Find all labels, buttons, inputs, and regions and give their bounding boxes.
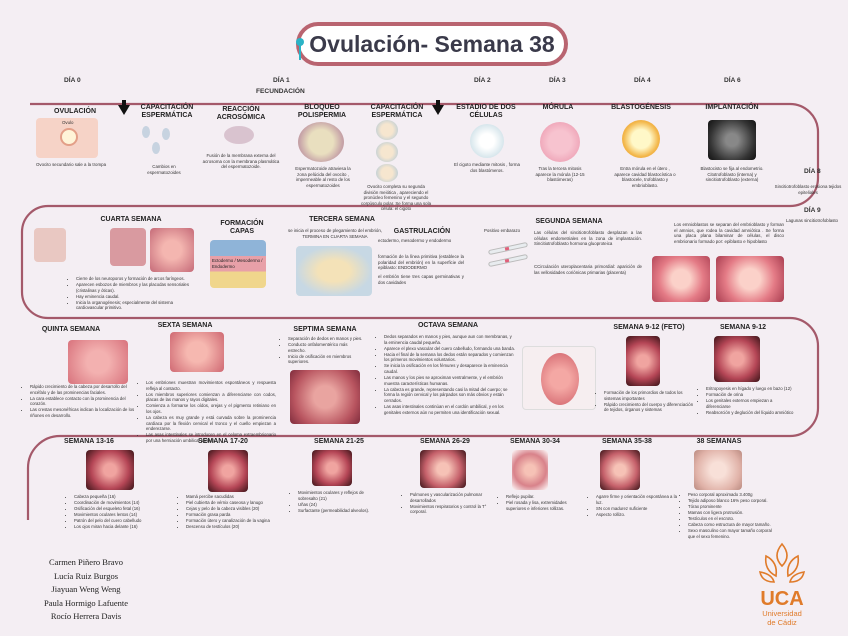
segunda-right-desc: Los emnioblastos se separan del embrioblasto y forman el amnios, que rodea la cavidad amniótica . Se forma una placa plana bilaminar de células, el disco embrionario formado por: epiblasto e hipoblasto — [674, 222, 784, 244]
author: Jiayuan Weng Weng — [51, 584, 121, 595]
septima-list: • Separación de dedos en manos y pies. • Conducto onfalomentérico más estrecho. • Inicio de osificación en miembros superiores. — [282, 336, 364, 365]
title-pin-line — [299, 44, 301, 60]
cuarta-image-3 — [150, 228, 194, 272]
day-label-3: DÍA 3 — [549, 77, 566, 84]
blasto-desc: Entra mórula en el útero , aparece cavidad blastocística o blastocele, trofoblasto y embrioblasto. — [614, 166, 676, 188]
acrosome-image — [220, 122, 260, 150]
arrow-down-icon — [118, 100, 130, 115]
morula-title: MÓRULA — [542, 104, 574, 111]
day-label-1: DÍA 1 — [273, 77, 290, 84]
gastrulacion-p3: el embrión tiene tres capas germinativas y dos cavidades — [378, 274, 464, 285]
ovulacion-desc: Ovocito secundario sale a la trompa — [35, 162, 107, 167]
author: Carmen Piñero Bravo — [48, 557, 124, 567]
s3034-title: SEMANA 30-34 — [510, 438, 560, 445]
cuarta-list: • Cierre de los neuroporos y formación de arcos faríngeos. • Aparecen esbozos de miembros y las placodas sensoriales (cristalinas y óticas). • Hay eminencia caudal. • Inicia la organogénesis; especialmente del sistema cardiovascular primitivo. — [70, 276, 200, 311]
author: Paula Hormigo Lafuente — [43, 597, 129, 608]
s912-list: • Eritropoyesis en hígado y luego en bazo (12) • Formación de orina • Los genitales externos empiezan a diferenciarse • Reabsorción y deglución del líquido amniótico — [700, 386, 794, 416]
uca-logo-icon — [752, 538, 812, 584]
s3538-list: • Agarre firme y orientación espontánea a la luz. • SN con madurez suficiente • Aspecto rollizo. — [590, 494, 680, 518]
gastrulacion-title: GASTRULACIÓN — [393, 228, 451, 235]
fecundacion-label: FECUNDACIÓN — [256, 88, 305, 95]
s3538-title: SEMANA 35-38 — [602, 438, 652, 445]
cuarta-image-2 — [110, 228, 146, 266]
segunda-image-1 — [652, 256, 710, 302]
feto-title: SEMANA 9-12 (FETO) — [613, 324, 685, 331]
implant-title: IMPLANTACIÓN — [705, 104, 759, 111]
day9-desc: Lagunas sincitiotrofoblasto — [786, 218, 838, 223]
s2629-title: SEMANA 26-29 — [420, 438, 470, 445]
sexta-image — [170, 332, 224, 372]
octava-title: OCTAVA SEMANA — [417, 322, 479, 329]
gastrulacion-p1: ectodermo, mesodermo y endodermo — [378, 238, 452, 243]
two-cell-image — [470, 124, 504, 158]
author: Rocío Herrera Davis — [50, 611, 122, 622]
implantation-image — [708, 120, 756, 160]
day-label-0: DÍA 0 — [64, 77, 81, 84]
octava-image — [522, 346, 596, 410]
sexta-list: • Los embriones muestran movimientos espontáneos y respuesta refleja al contacto. • Los miembros superiores comienzan a diferenciarse con codos, placas de las manos y rayos digitales. • Comienza a formarse los oídos, orejas y el pigmento retiniano en los ojos. • La cabeza es muy grande y está curvada sobre la prominencia cardiaca por la flexión cervical el tronco y el cuello empiezan a enderezarse. • Las asas intestinales se introducen en el celoma extraembrionario por una herniación umbilical normal. — [140, 380, 276, 444]
segunda-image-2 — [716, 256, 784, 302]
s1720-image — [208, 450, 248, 492]
uca-logo: UCA Universidad de Cádiz — [752, 538, 812, 634]
gastrulacion-p2: formación de la línea primitiva (establece la polaridad del embrión) en la superficie del epiblasto: ENDODERMO — [378, 254, 464, 270]
capacitacion2-title: CAPACITACIÓN ESPERMÁTICA — [370, 104, 424, 119]
quinta-title: QUINTA SEMANA — [41, 326, 101, 333]
s1316-image — [86, 450, 134, 490]
septima-image — [290, 370, 360, 424]
day-label-6: DÍA 6 — [724, 77, 741, 84]
title-pin-icon — [296, 38, 304, 46]
quinta-image — [68, 340, 128, 384]
polyspermy-image — [298, 122, 344, 162]
morula-image — [540, 122, 580, 162]
s2125-title: SEMANA 21-25 — [314, 438, 364, 445]
blastocyst-image — [622, 120, 660, 158]
s912-image — [714, 336, 760, 382]
cuarta-title: CUARTA SEMANA — [100, 216, 162, 223]
positivo-label: Positivo embarazo — [484, 228, 521, 233]
sperm-image — [140, 122, 180, 160]
quinta-list: • Rápido crecimiento de la cabeza por desarrollo del encéfalo y de las prominencias faciales. • La cara establece contacto con la prominencia del corazón. • Las crestas mesonéfricas indican la localización de los riñones en desarrollo. — [24, 384, 136, 419]
day-label-8: DÍA 8 — [804, 168, 821, 175]
reaccion-title: REACCIÓN ACROSÓMICA — [216, 106, 266, 121]
tercera-desc: se inicia el proceso de plegamiento del embrión, TERMINA EN CUARTA SEMANA — [288, 228, 382, 239]
capas-title: FORMACIÓN CAPAS — [220, 220, 264, 235]
octava-list: • Dedos separados en manos y pies, aunque aun con membranas, y la eminencia caudal pequeña. • Aparece el plexo vascular del cuero cabelludo, formando una banda. • Hacia el final de la semana los dedos están separados y comienzan los primeros movimientos voluntarios. • Se inicia la osificación en los fémures y desaparece la eminencia caudal. • Las manos y los pies se aproximan ventralmente, y el embrión muestra características humanas. • La cabeza es grande, representando casi la mitad del cuerpo; se forma la región cervical y los párpados son más obvios y están cerrados. • Las asas intestinales continúan en el cordón umbilical, y en los genitales externos aún no permiten una identificación sexual. — [378, 334, 516, 416]
reaccion-desc: Fusión de la membrana externa del acrosoma con la membrana plasmática del espermatozoide. — [202, 153, 280, 169]
s912-title: SEMANA 9-12 — [719, 324, 767, 331]
s2125-list: • Movimientos oculares y reflejos de sobresalto (21) • Uñas (24) • Surfactante (permeabilidad alveolos). — [292, 490, 384, 514]
zygote-images — [372, 120, 406, 182]
arrow-down-icon — [432, 100, 444, 115]
s3538-image — [600, 450, 640, 490]
s2629-image — [420, 450, 466, 488]
s1720-title: SEMANA 17-20 — [198, 438, 248, 445]
blasto-title: BLASTOGÉNESIS — [611, 104, 671, 111]
capacitacion-title: CAPACITACIÓN ESPERMÁTICA — [140, 104, 194, 119]
estadio-desc: El cigoto mediante mitosis , forma dos blastómeros. — [454, 162, 520, 173]
authors-list — [26, 556, 146, 624]
segunda-p2: CCirculación uteroplacentaria primordial: aparición de las vellosidades coriónicas primarias (placenta) — [534, 264, 642, 275]
capacitacion-desc: Cambios en espermatozoides — [147, 164, 181, 175]
page-title: Ovulación- Semana 38 — [296, 22, 568, 66]
feto-image — [626, 336, 660, 386]
day-label-2: DÍA 2 — [474, 77, 491, 84]
implant-desc: Blastocisto se fija al endometrio. Citotrofoblasto (interna) y sincitiotrofoblasto (externa) — [700, 166, 764, 182]
cuarta-image-1 — [34, 228, 66, 262]
s38-list: • Peso corporal aproximado 3.400g • Tejido adiposo blanco 16% peso corporal. • Tórax prominente • Mamas con ligera protrusión. • Testículos en el escroto. • Cabeza como estructura de mayor tamaño. • Sexo masculino con mayor tamaño corporal que el sexo femenino. — [682, 492, 778, 540]
day-label-9: DÍA 9 — [804, 207, 821, 214]
tercera-image — [296, 246, 372, 296]
estadio-title: ESTADIO DE DOS CÉLULAS — [456, 104, 516, 119]
segunda-title: SEGUNDA SEMANA — [535, 218, 603, 225]
s3034-list: • Reflejo pupilar. • Piel rosada y lisa, extremidades superiores e inferiores rollizas. — [500, 494, 582, 512]
capacitacion2-desc: Ovocito completa su segunda división meiótica , apareciendo el pronúcleo femenino y el segundo corpúsculo polar. Se forma una sola célula: el cigoto — [360, 184, 432, 211]
bloqueo-desc: Espermatozoide atraviesa la zona pelúcida del ovocito , impermeable al resto de los espermatozoides — [295, 166, 351, 188]
s3034-image — [512, 450, 548, 490]
sexta-title: SEXTA SEMANA — [157, 322, 213, 329]
pregnancy-test-image — [486, 242, 532, 272]
tercera-title: TERCERA SEMANA — [309, 216, 375, 223]
day8-desc: Sincitiotrofoblasto erosiona tejidos epiteliales — [774, 184, 842, 195]
s38-image — [694, 450, 742, 490]
segunda-p1: Las células del sincitiotrofoblasto desplazan a las células endometriales en la zona de implantación. Sincitiotrofoblasto hormona gluoproteica — [534, 230, 642, 246]
s1720-list: • Mamá percibe sacudidas • Piel cubierta de vérnix caseosa y lanugo • Cejas y pelo de la cabeza visibles (20) • Formación grasa parda • Formación útero y canalización de la vagina • Descenso de testículos (20) — [180, 494, 290, 530]
day-label-4: DÍA 4 — [634, 77, 651, 84]
layers-image: Ectodermo / Mesodermo / Endodermo — [210, 240, 266, 288]
s38-title: 38 SEMANAS — [696, 438, 742, 445]
septima-title: SEPTIMA SEMANA — [293, 326, 357, 333]
s2629-list: • Pulmones y vascularización pulmonar desarrollados • Movimientos respiratorios y control la T° corporal. — [404, 492, 500, 515]
feto-list: • Formación de los primordios de todos los sistemas importantes • Rápido crecimiento del cuerpo y diferenciación de tejidos, órganos y sistemas — [598, 390, 694, 413]
morula-desc: Tras la tercera mitosis aparece la mórula (12-15 blastómeras) — [535, 166, 585, 182]
s1316-title: SEMANA 13-16 — [64, 438, 114, 445]
s1316-list: • Cabeza pequeña (16) • Coordinación de movimientos (14) • Osificación del esqueleto fetal (16) • Movimientos oculares lentos (14) • Patrón del pelo del cuero cabelludo • Los ojos miran hacia delante (16) — [68, 494, 164, 530]
author: Lucía Ruiz Burgos — [53, 570, 119, 581]
bloqueo-title: BLOQUEO POLISPERMIA — [297, 104, 347, 119]
ovulacion-image: Ovulo — [36, 118, 98, 158]
s2125-image — [312, 450, 352, 486]
ovulacion-title: OVULACIÓN — [54, 108, 96, 115]
